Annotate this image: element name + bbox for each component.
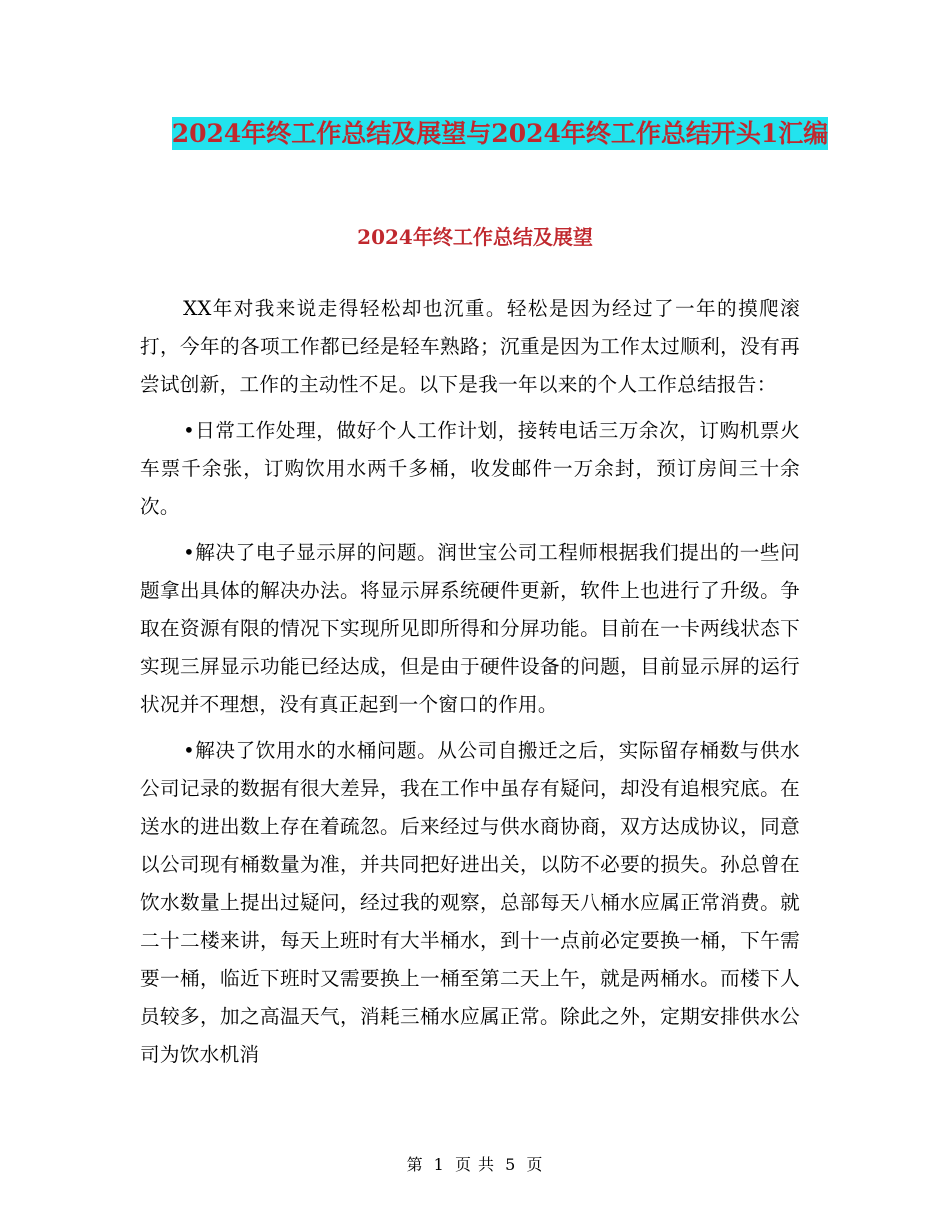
document-title-text: 2024年终工作总结及展望与2024年终工作总结开头1汇编 (171, 119, 829, 148)
paragraph-daily-work: •日常工作处理，做好个人工作计划，接转电话三万余次，订购机票火车票千余张，订购饮用水两千多桶，收发邮件一万余封，预订房间三十余次。 (140, 419, 800, 518)
document-title (140, 112, 860, 156)
footer-suffix: 页 (526, 1155, 544, 1174)
footer-current-page: 1 (433, 1155, 445, 1174)
footer-mid: 页 共 (454, 1155, 496, 1174)
paragraph-intro: XX年对我来说走得轻松却也沉重。轻松是因为经过了一年的摸爬滚打，今年的各项工作都已经是轻车熟路；沉重是因为工作太过顺利，没有再尝试创新，工作的主动性不足。以下是我一年以来的个人工作总结报告： (140, 297, 800, 396)
paragraph-water-bucket: •解决了饮用水的水桶问题。从公司自搬迁之后，实际留存桶数与供水公司记录的数据有很大差异，我在工作中虽存有疑问，却没有追根究底。在送水的进出数上存在着疏忽。后来经过与供水商协商，双方达成协议，同意以公司现有桶数量为准，并共同把好进出关，以防不必要的损失。孙总曾在饮水数量上提出过疑问，经过我的观察，总部每天八桶水应属正常消费。就二十二楼来讲，每天上班时有大半桶水，到十一点前必定要换一桶，下午需要一桶，临近下班时又需要换上一桶至第二天上午，就是两桶水。而楼下人员较多，加之高温天气，消耗三桶水应属正常。除此之外，定期安排供水公司为饮水机消 (140, 739, 800, 1066)
page-footer (0, 1155, 950, 1175)
footer-prefix: 第 (406, 1155, 424, 1174)
document-body (140, 290, 800, 1082)
footer-total-pages: 5 (505, 1155, 517, 1174)
section-title: 2024年终工作总结及展望 (357, 225, 593, 249)
paragraph-display-screen: •解决了电子显示屏的问题。润世宝公司工程师根据我们提出的一些问题拿出具体的解决办法。将显示屏系统硬件更新，软件上也进行了升级。争取在资源有限的情况下实现所见即所得和分屏功能。目前在一卡两线状态下实现三屏显示功能已经达成，但是由于硬件设备的问题，目前显示屏的运行状况并不理想，没有真正起到一个窗口的作用。 (140, 541, 800, 716)
